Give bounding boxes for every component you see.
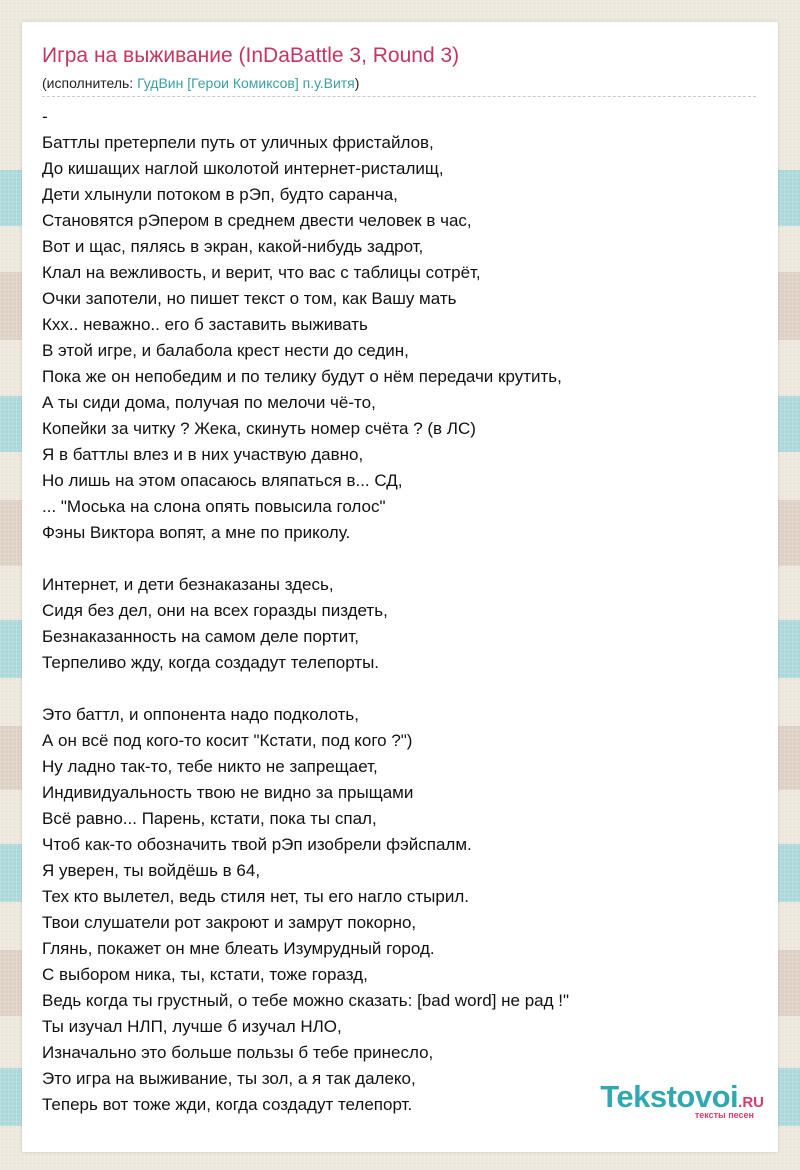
- lyric-line: Глянь, покажет он мне блеать Изумрудный город.: [42, 939, 435, 958]
- lyric-line: Клал на вежливость, и верит, что вас с таблицы сотрёт,: [42, 263, 481, 282]
- lyric-line: Но лишь на этом опасаюсь вляпаться в... СД,: [42, 471, 403, 490]
- lyric-line: ... "Моська на слона опять повысила голос": [42, 497, 386, 516]
- lyric-line: Становятся рЭпером в среднем двести человек в час,: [42, 211, 472, 230]
- artist-link[interactable]: ГудВин [Герои Комиксов] п.у.Витя: [137, 75, 355, 91]
- lyric-line: Это баттл, и оппонента надо подколоть,: [42, 705, 359, 724]
- logo-tagline: тексты песен: [694, 1110, 754, 1120]
- lyric-line: Дети хлынули потоком в рЭп, будто саранча,: [42, 185, 398, 204]
- lyric-line: Это игра на выживание, ты зол, а я так далеко,: [42, 1069, 416, 1088]
- lyric-line: Пока же он непобедим и по телику будут о нём передачи крутить,: [42, 367, 562, 386]
- lyric-line: Вот и щас, пялясь в экран, какой-нибудь задрот,: [42, 237, 424, 256]
- lyric-line: Я в баттлы влез и в них участвую давно,: [42, 445, 364, 464]
- lyric-line: Сидя без дел, они на всех горазды пиздеть,: [42, 601, 388, 620]
- lyric-line: Фэны Виктора вопят, а мне по приколу.: [42, 523, 351, 542]
- lyric-line: Твои слушатели рот закроют и замрут покорно,: [42, 913, 417, 932]
- lyric-line: [42, 546, 762, 572]
- lyrics-card: [22, 22, 778, 1152]
- lyric-line: Всё равно... Парень, кстати, пока ты спал,: [42, 809, 377, 828]
- lyric-line: [42, 676, 762, 702]
- lyric-line: Терпеливо жду, когда создадут телепорты.: [42, 653, 380, 672]
- lyric-line: Чтоб как-то обозначить твой рЭп изобрели фэйспалм.: [42, 835, 472, 854]
- lyric-line: Ведь когда ты грустный, о тебе можно сказать: [bad word] не рад !": [42, 991, 570, 1010]
- lyric-line: А он всё под кого-то косит "Кстати, под кого ?"): [42, 731, 413, 750]
- lyric-line: А ты сиди дома, получая по мелочи чё-то,: [42, 393, 376, 412]
- lyric-line: -: [42, 107, 48, 126]
- lyric-line: До кишащих наглой школотой интернет-ристалищ,: [42, 159, 444, 178]
- lyric-line: Ну ладно так-то, тебе никто не запрещает,: [42, 757, 378, 776]
- artist-line: [42, 74, 359, 92]
- divider: [42, 96, 756, 97]
- logo-name: Tekstovoi: [600, 1079, 739, 1114]
- lyric-line: Ты изучал НЛП, лучше б изучал НЛО,: [42, 1017, 342, 1036]
- lyric-line: Индивидуальность твою не видно за прыщами: [42, 783, 414, 802]
- lyric-line: Очки запотели, но пишет текст о том, как Вашу мать: [42, 289, 457, 308]
- lyric-line: С выбором ника, ты, кстати, тоже горазд,: [42, 965, 368, 984]
- lyric-line: Изначально это больше пользы б тебе принесло,: [42, 1043, 434, 1062]
- lyric-line: Безнаказанность на самом деле портит,: [42, 627, 359, 646]
- artist-suffix: ): [354, 75, 360, 91]
- lyric-line: Баттлы претерпели путь от уличных фристайлов,: [42, 133, 434, 152]
- site-logo[interactable]: [600, 1079, 764, 1120]
- lyric-line: Я уверен, ты войдёшь в 64,: [42, 861, 261, 880]
- lyric-line: Копейки за читку ? Жека, скинуть номер счёта ? (в ЛС): [42, 419, 476, 438]
- logo-tld: .RU: [738, 1094, 764, 1111]
- lyric-line: В этой игре, и балабола крест нести до седин,: [42, 341, 409, 360]
- song-title: Игра на выживание (InDaBattle 3, Round 3): [42, 44, 460, 67]
- lyric-line: Кхх.. неважно.. его б заставить выживать: [42, 315, 368, 334]
- lyric-line: Тех кто вылетел, ведь стиля нет, ты его нагло стырил.: [42, 887, 469, 906]
- lyric-line: Интернет, и дети безнаказаны здесь,: [42, 575, 334, 594]
- lyrics-text: [42, 104, 762, 1118]
- artist-prefix: (исполнитель:: [42, 75, 138, 91]
- lyric-line: Теперь вот тоже жди, когда создадут телепорт.: [42, 1095, 413, 1114]
